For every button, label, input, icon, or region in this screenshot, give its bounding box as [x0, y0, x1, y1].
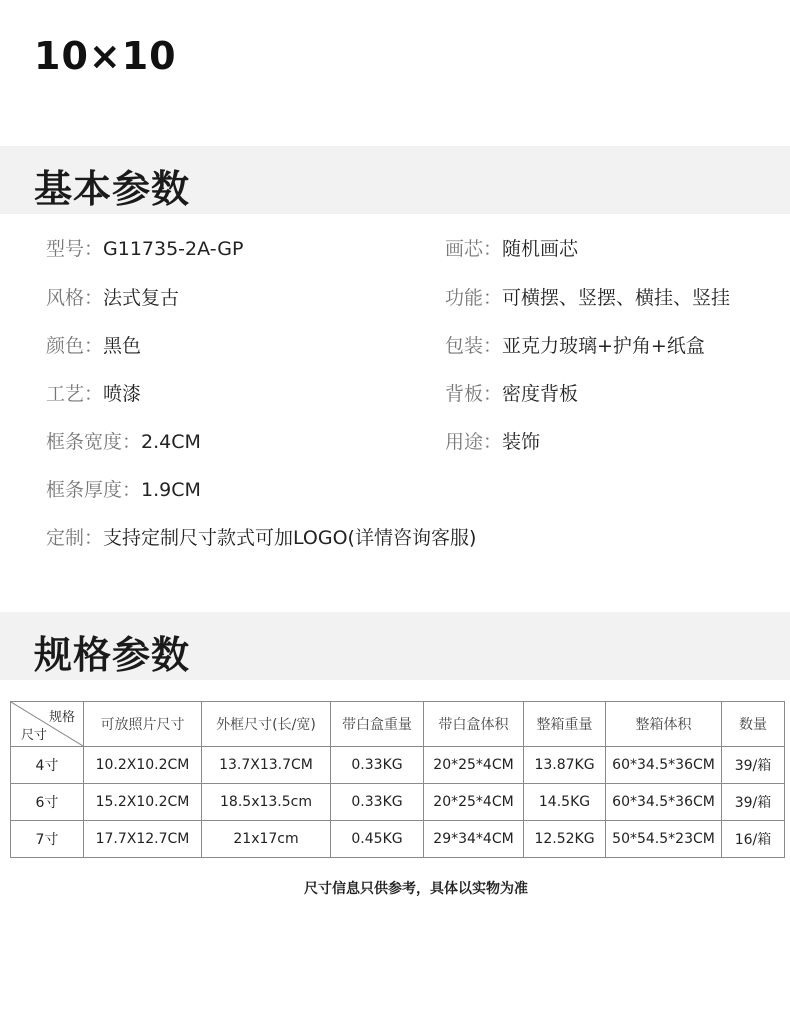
param-key: 用途： [445, 431, 503, 453]
table-cell: 20*25*4CM [424, 747, 524, 784]
param-custom [46, 523, 476, 550]
param-packaging [445, 331, 705, 358]
param-backboard [445, 379, 578, 406]
table-cell: 39/箱 [722, 747, 785, 784]
table-cell: 0.33KG [331, 784, 424, 821]
param-style [46, 283, 179, 310]
corner-label-size: 尺寸 [21, 728, 48, 743]
table-cell: 0.45KG [331, 821, 424, 858]
param-value: 亚克力玻璃+护角+纸盒 [502, 335, 705, 357]
param-key: 风格： [46, 287, 104, 309]
table-cell: 17.7X12.7CM [84, 821, 202, 858]
table-row [11, 821, 785, 858]
spec-params-band [0, 612, 790, 680]
table-cell: 29*34*4CM [424, 821, 524, 858]
basic-params-title: 基本参数 [34, 167, 191, 211]
param-value: 法式复古 [103, 287, 180, 309]
table-cell: 0.33KG [331, 747, 424, 784]
param-value: G11735-2A-GP [103, 238, 244, 260]
table-cell: 21x17cm [202, 821, 331, 858]
spec-header-row [11, 702, 785, 747]
size-cell: 6寸 [11, 784, 84, 821]
table-cell: 12.52KG [524, 821, 606, 858]
table-cell: 10.2X10.2CM [84, 747, 202, 784]
table-cell: 16/箱 [722, 821, 785, 858]
column-header: 数量 [722, 702, 785, 747]
column-header: 可放照片尺寸 [84, 702, 202, 747]
basic-params-band [0, 146, 790, 214]
param-key: 定制： [46, 527, 104, 549]
product-size-title: 10×10 [34, 34, 177, 78]
spec-params-title: 规格参数 [34, 633, 191, 677]
column-header: 整箱体积 [606, 702, 722, 747]
table-cell: 60*34.5*36CM [606, 747, 722, 784]
param-value: 2.4CM [141, 431, 201, 453]
size-disclaimer: 尺寸信息只供参考，具体以实物为准 [304, 881, 528, 897]
table-cell: 50*54.5*23CM [606, 821, 722, 858]
size-cell: 4寸 [11, 747, 84, 784]
column-header: 外框尺寸(长/宽) [202, 702, 331, 747]
param-value: 密度背板 [502, 383, 579, 405]
param-key: 功能： [445, 287, 503, 309]
param-key: 框条宽度： [46, 431, 142, 453]
param-key: 画芯： [445, 238, 503, 260]
param-frame-width [46, 427, 201, 454]
column-header: 整箱重量 [524, 702, 606, 747]
column-header: 带白盒重量 [331, 702, 424, 747]
param-frame-thickness [46, 475, 201, 502]
table-row [11, 747, 785, 784]
param-model [46, 234, 243, 261]
table-cell: 60*34.5*36CM [606, 784, 722, 821]
param-value: 随机画芯 [502, 238, 579, 260]
table-cell: 13.7X13.7CM [202, 747, 331, 784]
param-key: 背板： [445, 383, 503, 405]
table-cell: 13.87KG [524, 747, 606, 784]
size-cell: 7寸 [11, 821, 84, 858]
param-color [46, 331, 141, 358]
table-row [11, 784, 785, 821]
corner-header-cell [11, 702, 84, 747]
param-value: 可横摆、竖摆、横挂、竖挂 [502, 287, 731, 309]
param-value: 装饰 [502, 431, 541, 453]
param-key: 颜色： [46, 335, 104, 357]
table-cell: 14.5KG [524, 784, 606, 821]
param-key: 框条厚度： [46, 479, 142, 501]
table-cell: 20*25*4CM [424, 784, 524, 821]
param-value: 喷漆 [103, 383, 142, 405]
param-value: 支持定制尺寸款式可加LOGO(详情咨询客服) [103, 527, 477, 549]
table-cell: 18.5x13.5cm [202, 784, 331, 821]
spec-table [10, 701, 785, 858]
table-cell: 15.2X10.2CM [84, 784, 202, 821]
param-key: 工艺： [46, 383, 104, 405]
corner-label-spec: 规格 [48, 710, 75, 725]
param-value: 1.9CM [141, 479, 201, 501]
column-header: 带白盒体积 [424, 702, 524, 747]
param-usage [445, 427, 540, 454]
param-function [445, 283, 730, 310]
param-key: 型号： [46, 238, 104, 260]
param-value: 黑色 [103, 335, 142, 357]
table-cell: 39/箱 [722, 784, 785, 821]
param-craft [46, 379, 141, 406]
param-key: 包装： [445, 335, 503, 357]
param-painting [445, 234, 578, 261]
